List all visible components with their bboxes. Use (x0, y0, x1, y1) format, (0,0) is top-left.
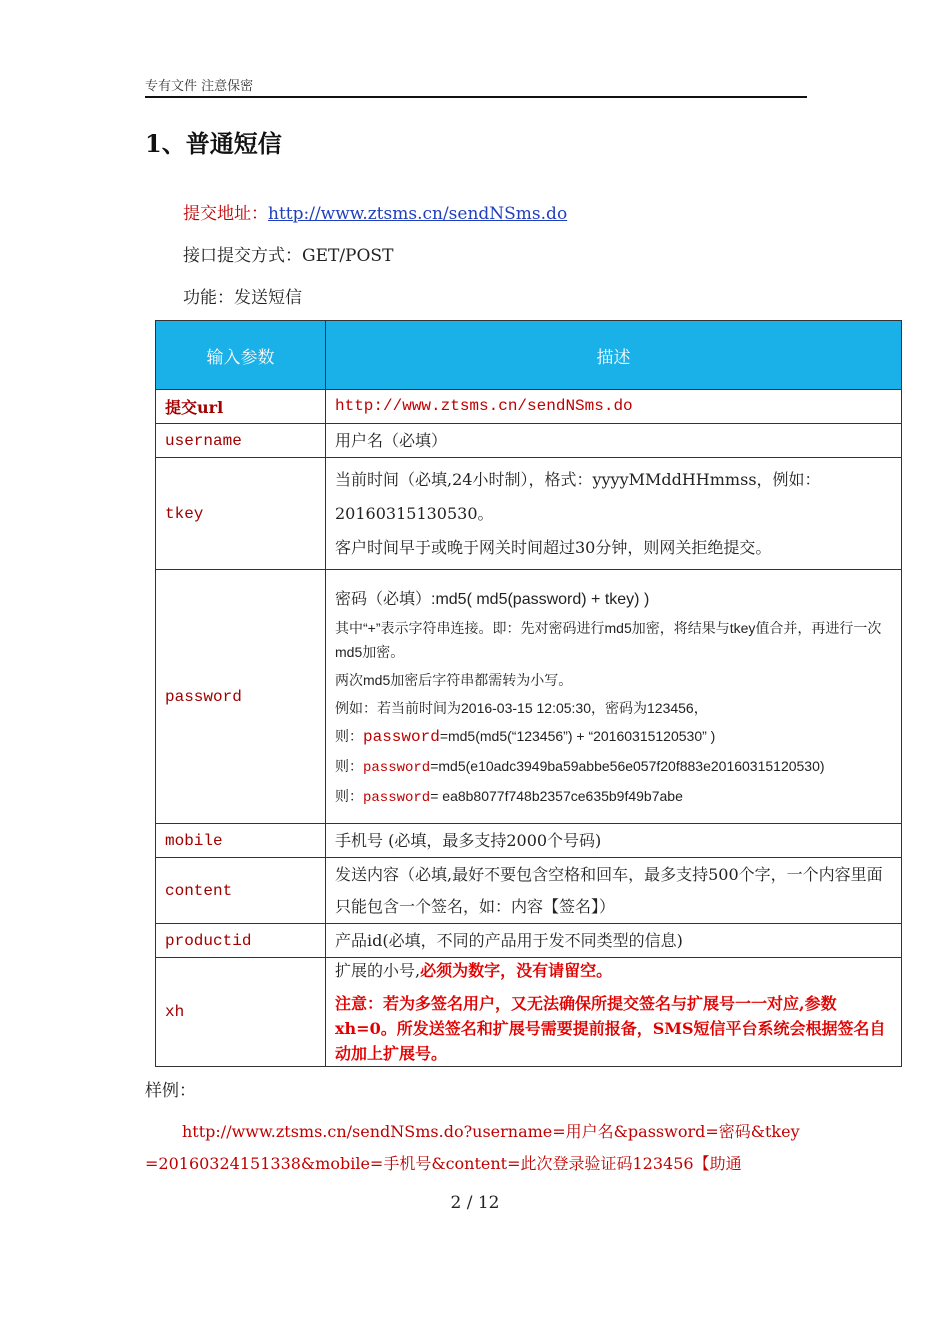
param-name: xh (156, 958, 326, 1067)
sample-label: 样例： (145, 1081, 196, 1101)
tkey-desc-2: 客户时间早于或晚于网关时间超过30分钟，则网关拒绝提交。 (335, 537, 772, 557)
param-name: username (156, 424, 326, 458)
header-text: 专有文件 注意保密 (145, 79, 254, 94)
xh-desc-emphasis: 必须为数字，没有请留空。 (420, 961, 613, 980)
formula: =md5(e10adc3949ba59abbe56e057f20f883e20160315120530) (430, 758, 825, 775)
param-desc: 发送内容（必填,最好不要包含空格和回车，最多支持500个字，一个内容里面只能包含一个签名，如：内容【签名】） (326, 858, 902, 924)
param-name: content (156, 858, 326, 924)
submit-address-label: 提交地址： (183, 204, 268, 224)
table-row (156, 858, 902, 924)
page-number: 2 / 12 (450, 1193, 500, 1213)
prefix: 则： (335, 758, 363, 775)
sample-url: http://www.ztsms.cn/sendNSms.do?username=用户名&password=密码&tkey=20160324151338&mobile=手机号&content=此次登录验证码123456【助通 (145, 1122, 800, 1173)
hash-result: = ea8b8077f748b2357ce635b9f49b7abe (430, 788, 683, 805)
table-header-row (156, 321, 902, 390)
param-name (156, 390, 326, 424)
col-header-param: 输入参数 (156, 321, 326, 390)
table-row (156, 570, 902, 824)
param-name: tkey (156, 458, 326, 570)
param-desc (326, 458, 902, 570)
table-row (156, 424, 902, 458)
param-url-label: 提交url (165, 398, 224, 417)
table-row (156, 390, 902, 424)
password-line-5 (335, 724, 892, 751)
param-desc (326, 958, 902, 1067)
table-row (156, 458, 902, 570)
submit-address-link[interactable]: http://www.ztsms.cn/sendNSms.do (268, 204, 568, 224)
password-line-6 (335, 755, 892, 781)
formula: =md5(md5(“123456”) + “20160315120530” ) (439, 728, 716, 745)
password-line-7 (335, 785, 892, 811)
param-desc: 用户名（必填） (326, 424, 902, 458)
xh-note: 注意：若为多签名用户，又无法确保所提交签名与扩展号一一对应,参数xh=0。所发送签名和扩展号需要提前报备，SMS短信平台系统会根据签名自动加上扩展号。 (335, 994, 886, 1063)
param-desc: 手机号 (必填，最多支持2000个号码) (326, 824, 902, 858)
xh-desc-text: 扩展的小号, (335, 961, 421, 980)
password-line-2: 其中“+”表示字符串连接。即：先对密码进行md5加密，将结果与tkey值合并，再进行一次md5加密。 (335, 620, 882, 660)
section-title: 1、普通短信 (145, 129, 282, 158)
param-desc: http://www.ztsms.cn/sendNSms.do (326, 390, 902, 424)
param-desc: 产品id(必填，不同的产品用于发不同类型的信息) (326, 924, 902, 958)
parameter-table (155, 320, 902, 1067)
param-desc (326, 570, 902, 824)
prefix: 则： (335, 788, 363, 805)
method-line: 接口提交方式：GET/POST (183, 246, 394, 266)
col-header-desc: 描述 (326, 321, 902, 390)
page-header (145, 76, 807, 98)
password-keyword: password (363, 760, 431, 777)
table-row (156, 958, 902, 1067)
table-row (156, 924, 902, 958)
prefix: 则： (335, 728, 363, 745)
password-keyword: password (363, 728, 440, 747)
param-name: productid (156, 924, 326, 958)
submit-address-line (183, 199, 567, 224)
password-line-3: 两次md5加密后字符串都需转为小写。 (335, 671, 573, 688)
password-line-4: 例如：若当前时间为2016-03-15 12:05:30，密码为123456， (335, 699, 708, 716)
param-name: password (156, 570, 326, 824)
password-keyword: password (363, 790, 431, 807)
function-line: 功能：发送短信 (183, 288, 302, 308)
xh-desc (335, 958, 892, 983)
param-name: mobile (156, 824, 326, 858)
password-line-1: 密码（必填）:md5( md5(password) + tkey) ) (335, 590, 650, 608)
tkey-desc-1: 当前时间（必填,24小时制），格式：yyyyMMddHHmmss，例如：20160315130530。 (335, 469, 821, 523)
table-row (156, 824, 902, 858)
